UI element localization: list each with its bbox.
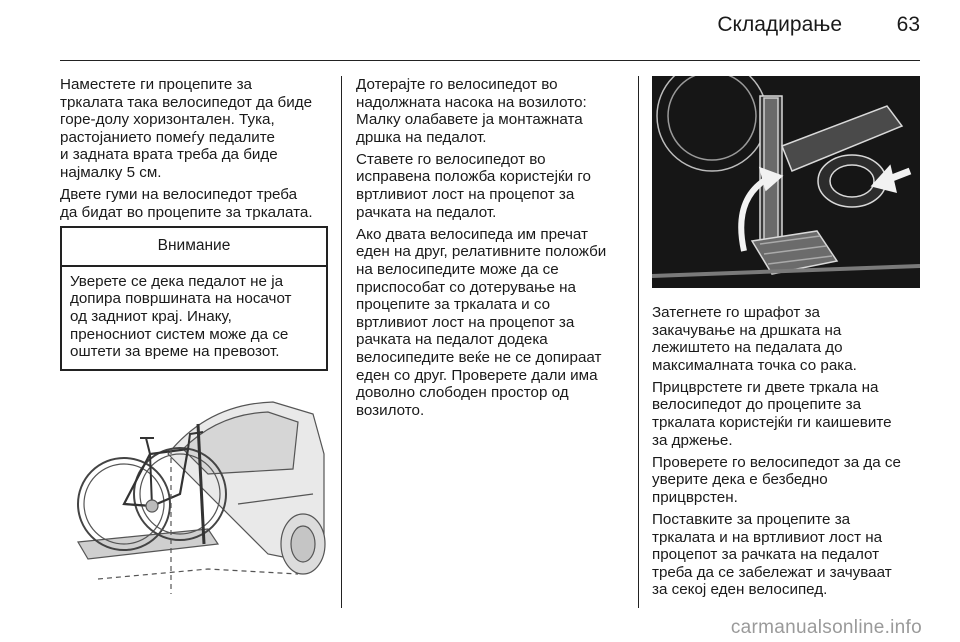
paragraph: Ако двата велосипеда им пречат еден на друг, релативните положби на велосипедите може да се приспособат со дотерување на процепите за тркалата и со вртливиот лост на процепот за рачката на педалот додека велосипедите веќе не се допираат еден со друг. Проверете дали има доволно слободен простор од возилото. [356,225,607,419]
paragraph: Дотерајте го велосипедот во надолжната насока на возилото: Малку олабавете ја монтажната дршка на педалот. [356,76,587,146]
warning-text: Уверете се дека педалот не ја допира површината на носачот од задниот крај. Инаку, преносниот систем може да се оштети за време на превозот. [70,272,292,361]
paragraph: Ставете го велосипедот во исправена положба користејќи го вртливиот лост на процепот за рачката на педалот. [356,150,591,221]
paragraph: Прицврстете ги двете тркала на велосипедот до процепите за тркалата користејќи ги каишевите за држење. [652,378,892,449]
pedal-holder-photo [652,76,920,288]
paragraph: Поставките за процепите за тркалата и на вртливиот лост на процепот за рачката на педалот треба да се забележат и зачуваат за секој еден велосипед. [652,511,892,599]
bike-on-carrier-drawing [58,394,326,600]
section-title: Складирање [717,13,842,36]
paragraph: Двете гуми на велосипедот треба да бидат во процепите за тркалата. [60,186,313,221]
column-left [60,76,328,371]
bike-carrier-illustration [58,394,326,600]
header-divider [60,60,920,61]
paragraph: Затегнете го шрафот за закачување на дршката на лежиштето на педалата до максималната точка со рака. [652,304,857,374]
column-middle [356,76,628,424]
pedal-holder-drawing [652,76,920,288]
watermark-text: carmanualsonline.info [730,617,922,638]
warning-box [60,226,328,371]
column-divider-right [638,76,639,608]
warning-heading: Внимание [157,237,231,255]
paragraph: Проверете го велосипедот за да се уверите дека е безбедно прицврстен. [652,453,901,506]
column-divider-left [341,76,342,608]
column-right [652,304,922,604]
page-number: 63 [896,13,920,36]
paragraph: Наместете ги процепите за тркалата така велосипедот да биде горе-долу хоризонтален. Тука, растојанието помеѓу педалите и задната врата треба да биде најмалку 5 см. [60,76,313,181]
